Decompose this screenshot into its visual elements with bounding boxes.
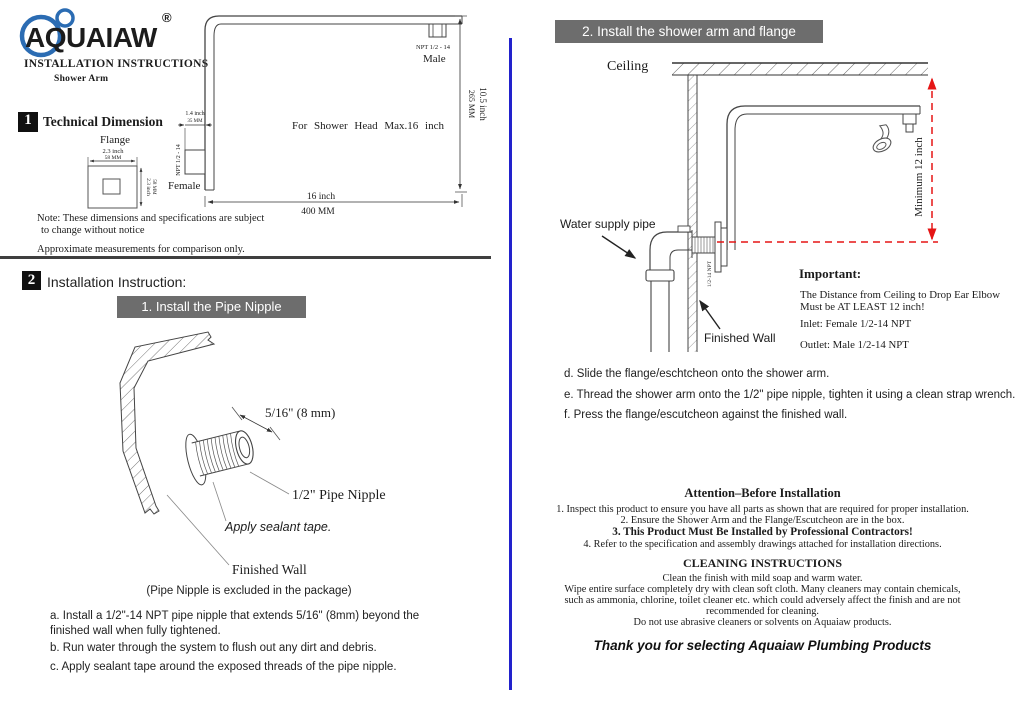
step-banner-pipe-nipple: 1. Install the Pipe Nipple — [117, 296, 306, 318]
flange-height-mm: 58 MM — [151, 179, 156, 195]
attention-block — [535, 486, 990, 550]
shower-arm-dimension-diagram — [160, 8, 510, 222]
male-label: Male — [423, 53, 446, 65]
doc-title: INSTALLATION INSTRUCTIONS — [24, 58, 209, 70]
arm-width-mm: 400 MM — [301, 207, 335, 217]
attention-line3: 3. This Product Must Be Installed by Professional Contractors! — [612, 525, 913, 538]
shower-arm-outline — [727, 106, 920, 250]
flange-opening — [103, 179, 120, 194]
female-label: Female — [168, 180, 201, 192]
brand-name: AQUAIAW — [25, 22, 157, 53]
stub-dim-mm: 35 MM — [187, 119, 203, 124]
step-d: d. Slide the flange/eschtcheon onto the shower arm. — [564, 368, 830, 380]
flange-label: Flange — [100, 134, 130, 146]
brand-logo — [14, 6, 184, 58]
section-1-number: 1 — [18, 112, 38, 132]
cleaning-block — [535, 556, 990, 653]
arm-center-note: For Shower Head Max.16 inch — [292, 120, 444, 132]
cleaning-line2: Wipe entire surface completely dry with clean soft cloth. Many cleaners may contain chemicals, — [564, 583, 961, 595]
arm-height-mm: 265 MM — [467, 89, 476, 119]
protrusion-dim-label: 5/16" (8 mm) — [265, 405, 336, 420]
section-1-title: Technical Dimension — [43, 114, 163, 129]
attention-line1: 1. Inspect this product to ensure you have all parts as shown that are required for proper installation. — [556, 504, 969, 515]
arm-height-in: 10.5 inch — [478, 87, 488, 121]
wall-section — [120, 332, 214, 514]
important-line2: Must be AT LEAST 12 inch! — [800, 301, 925, 313]
approximate-note: Approximate measurements for comparison only. — [37, 244, 245, 255]
flange-dimension-diagram — [58, 130, 201, 225]
excluded-note: (Pipe Nipple is excluded in the package) — [146, 585, 352, 597]
important-outlet: Outlet: Male 1/2-14 NPT — [800, 339, 909, 351]
step-e: e. Thread the shower arm onto the 1/2" pipe nipple, tighten it using a clean strap wrench. — [564, 389, 1016, 401]
wall-strip — [688, 75, 697, 352]
important-line1: The Distance from Ceiling to Drop Ear Elbow — [800, 289, 1000, 301]
pipe-nipple-diagram — [100, 330, 410, 582]
attention-line2: 2. Ensure the Shower Arm and the Flange/Escutcheon are in the box. — [620, 515, 905, 527]
cleaning-line5: Do not use abrasive cleaners or solvents on Aquaiaw products. — [633, 616, 892, 628]
finished-wall-label: Finished Wall — [232, 562, 307, 577]
step-a: a. Install a 1/2"-14 NPT pipe nipple that extends 5/16" (8mm) beyond the finished wall when fully tightened. — [50, 610, 420, 637]
important-inlet: Inlet: Female 1/2-14 NPT — [800, 318, 912, 330]
flange-width-mm: 58 MM — [104, 155, 122, 161]
section-2-number: 2 — [22, 271, 41, 290]
shower-arm-install-diagram — [545, 46, 1024, 368]
pipe-nipple-label: 1/2" Pipe Nipple — [292, 488, 386, 503]
step-c: c. Apply sealant tape around the exposed threads of the pipe nipple. — [50, 661, 397, 673]
sealant-tape-label: Apply sealant tape. — [225, 520, 332, 534]
flange-plate — [715, 222, 721, 272]
male-thread-label: NPT 1/2 - 14 — [416, 44, 451, 51]
nipple-thread-label: 1/2-14 NPT — [707, 260, 713, 288]
min-distance-label: Minimum 12 inch — [913, 137, 925, 217]
thank-you-line: Thank you for selecting Aquaiaw Plumbing Products — [593, 637, 932, 653]
shower-head-icon — [865, 123, 897, 155]
registered-mark: ® — [162, 10, 172, 25]
horizontal-divider — [0, 256, 491, 259]
ceiling-hatch — [672, 63, 928, 75]
flange-height-in: 2.3 inch — [145, 178, 151, 196]
cleaning-line4: recommended for cleaning. — [706, 605, 819, 617]
attention-line4: 4. Refer to the specification and assembly drawings attached for installation directions. — [583, 538, 942, 550]
ceiling-label: Ceiling — [607, 59, 649, 74]
male-fitting — [429, 24, 446, 37]
section-2-title: Installation Instruction: — [47, 274, 187, 290]
step-b: b. Run water through the system to flush out any dirt and debris. — [50, 642, 377, 654]
flange-width-in: 2.3 inch — [102, 148, 124, 155]
female-thread-label: NPT 1/2 - 14 — [176, 144, 182, 176]
finished-wall-callout: Finished Wall — [704, 331, 776, 345]
drop-ear-elbow — [646, 226, 692, 352]
vertical-divider — [509, 38, 512, 690]
step-banner-shower-arm: 2. Install the shower arm and flange — [555, 20, 823, 43]
water-supply-label: Water supply pipe — [560, 217, 656, 231]
step-f: f. Press the flange/escutcheon against the finished wall. — [564, 409, 848, 421]
cleaning-title: CLEANING INSTRUCTIONS — [682, 556, 843, 570]
important-title: Important: — [799, 266, 862, 281]
male-outlet-fitting — [903, 114, 916, 132]
dimension-note: Note: These dimensions and specifications are subject to change without notice — [37, 213, 265, 236]
stub-dim-in: 1.4 inch — [185, 111, 205, 117]
arm-width-in: 16 inch — [306, 192, 336, 202]
cleaning-line1: Clean the finish with mild soap and warm water. — [662, 573, 863, 584]
cleaning-line3: such as ammonia, chlorine, toilet cleaner etc. which could adversely affect the finish and are not — [564, 594, 961, 606]
wall-nipple — [692, 237, 715, 253]
doc-subtitle: Shower Arm — [54, 74, 109, 84]
threaded-nipple — [182, 420, 259, 486]
attention-title: Attention–Before Installation — [684, 486, 841, 500]
